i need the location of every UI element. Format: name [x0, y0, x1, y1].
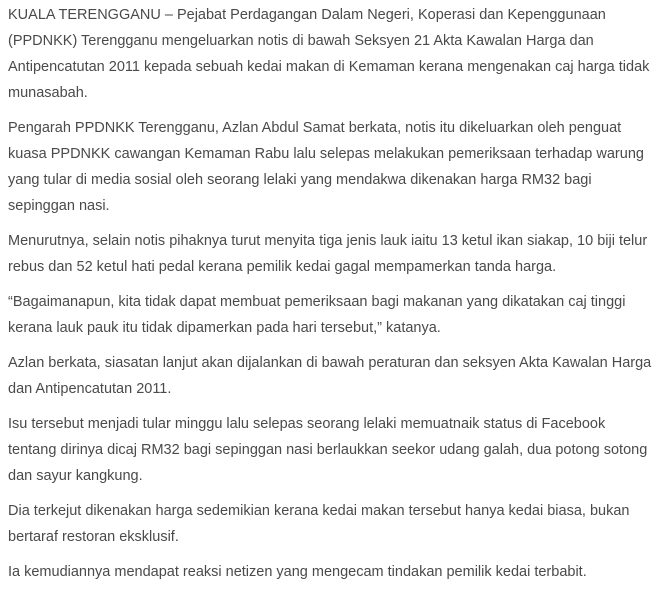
article-paragraph-6: Isu tersebut menjadi tular minggu lalu selepas seorang lelaki memuatnaik status di Facebook tentang dirinya dicaj RM32 bagi sepinggan nasi berlaukkan seekor udang galah, dua potong sotong dan sayur kangkung. [8, 416, 648, 484]
article-body [8, 2, 656, 594]
article-paragraph-5: Azlan berkata, siasatan lanjut akan dijalankan di bawah peraturan dan seksyen Akta Kawalan Harga dan Antipencatutan 2011. [8, 355, 652, 397]
article-paragraph-4: “Bagaimanapun, kita tidak dapat membuat pemeriksaan bagi makanan yang dikatakan caj tinggi kerana lauk pauk itu tidak dipamerkan pada hari tersebut,” katanya. [8, 294, 626, 336]
article-paragraph-2: Pengarah PPDNKK Terengganu, Azlan Abdul Samat berkata, notis itu dikeluarkan oleh penguat kuasa PPDNKK cawangan Kemaman Rabu lalu selepas melakukan pemeriksaan terhadap warung yang tular di media sosial oleh seorang lelaki yang mendakwa dikenakan harga RM32 bagi sepinggan nasi. [8, 120, 644, 214]
article-paragraph-8: Ia kemudiannya mendapat reaksi netizen yang mengecam tindakan pemilik kedai terbabit. [8, 564, 587, 580]
article-paragraph-3: Menurutnya, selain notis pihaknya turut menyita tiga jenis lauk iaitu 13 ketul ikan siakap, 10 biji telur rebus dan 52 ketul hati pedal kerana pemilik kedai gagal mempamerkan tanda harga. [8, 233, 648, 275]
article-paragraph-7: Dia terkejut dikenakan harga sedemikian kerana kedai makan tersebut hanya kedai biasa, bukan bertaraf restoran eksklusif. [8, 503, 630, 545]
article-paragraph-1: KUALA TERENGGANU – Pejabat Perdagangan Dalam Negeri, Koperasi dan Kepenggunaan (PPDNKK) Terengganu mengeluarkan notis di bawah Seksyen 21 Akta Kawalan Harga dan Antipencatutan 2011 kepada sebuah kedai makan di Kemaman kerana mengenakan caj harga tidak munasabah. [8, 7, 650, 101]
